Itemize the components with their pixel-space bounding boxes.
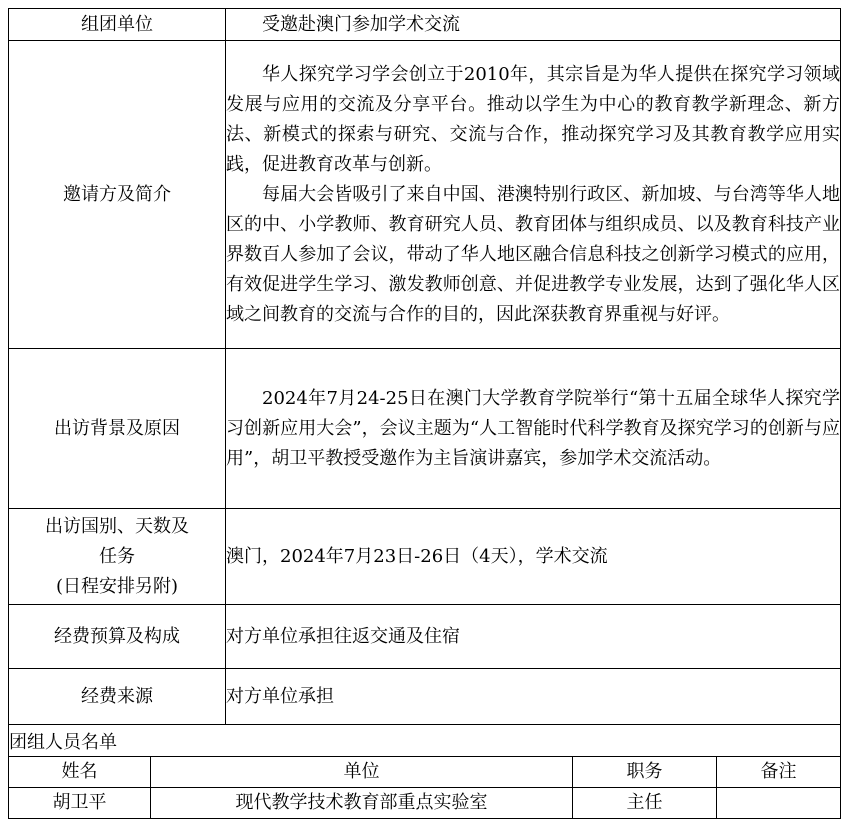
column-header-position: 职务 bbox=[573, 757, 717, 788]
organizer-row bbox=[9, 9, 841, 41]
column-header-unit: 单位 bbox=[151, 757, 573, 788]
background-text: 2024年7月24-25日在澳门大学教育学院举行“第十五届全球华人探究学习创新应用大会”，会议主题为“人工智能时代科学教育及探究学习的创新与应用”，胡卫平教授受邀作为主旨演讲嘉宾，参加学术交流活动。 bbox=[226, 387, 841, 469]
members-title: 团组人员名单 bbox=[9, 725, 841, 757]
funding-row bbox=[9, 669, 841, 725]
members-title-row bbox=[9, 725, 841, 757]
destination-label-line: (日程安排另附) bbox=[55, 575, 179, 597]
member-position: 主任 bbox=[573, 788, 717, 819]
inviter-paragraph: 华人探究学习学会创立于2010年，其宗旨是为华人提供在探究学习领域发展与应用的交流及分享平台。推动以学生为中心的教育教学新理念、新方法、新模式的探索与研究、交流与合作，推动探究学习及其教育教学应用实践，促进教育改革与创新。 bbox=[226, 63, 841, 175]
funding-label: 经费来源 bbox=[9, 669, 226, 725]
column-header-note: 备注 bbox=[717, 757, 841, 788]
background-row bbox=[9, 349, 841, 509]
inviter-paragraph: 每届大会皆吸引了来自中国、港澳特别行政区、新加坡、与台湾等华人地区的中、小学教师、教育研究人员、教育团体与组织成员、以及教育科技产业界数百人参加了会议，带动了华人地区融合信息科技之创新学习模式的应用，有效促进学生学习、激发教师创意、并促进教学专业发展，达到了强化华人区域之间教育的交流与合作的目的，因此深获教育界重视与好评。 bbox=[226, 183, 841, 325]
organizer-label: 组团单位 bbox=[9, 9, 226, 41]
member-unit: 现代教学技术教育部重点实验室 bbox=[151, 788, 573, 819]
inviter-row bbox=[9, 41, 841, 349]
member-note bbox=[717, 788, 841, 819]
destination-value: 澳门，2024年7月23日-26日（4天），学术交流 bbox=[226, 545, 608, 567]
members-header-row bbox=[9, 757, 841, 788]
destination-label-line: 任务 bbox=[99, 545, 135, 567]
inviter-label: 邀请方及简介 bbox=[9, 41, 226, 349]
destination-label-line: 出访国别、天数及 bbox=[45, 515, 189, 537]
destination-row bbox=[9, 509, 841, 605]
member-row bbox=[9, 788, 841, 819]
visit-application-form bbox=[8, 8, 841, 819]
inviter-description bbox=[226, 41, 841, 349]
funding-value: 对方单位承担 bbox=[226, 685, 334, 707]
member-name: 胡卫平 bbox=[9, 788, 151, 819]
background-label: 出访背景及原因 bbox=[9, 349, 226, 509]
organizer-value: 受邀赴澳门参加学术交流 bbox=[262, 13, 460, 35]
destination-label bbox=[9, 509, 226, 605]
column-header-name: 姓名 bbox=[9, 757, 151, 788]
budget-value: 对方单位承担往返交通及住宿 bbox=[226, 625, 460, 647]
budget-label: 经费预算及构成 bbox=[9, 605, 226, 669]
budget-row bbox=[9, 605, 841, 669]
